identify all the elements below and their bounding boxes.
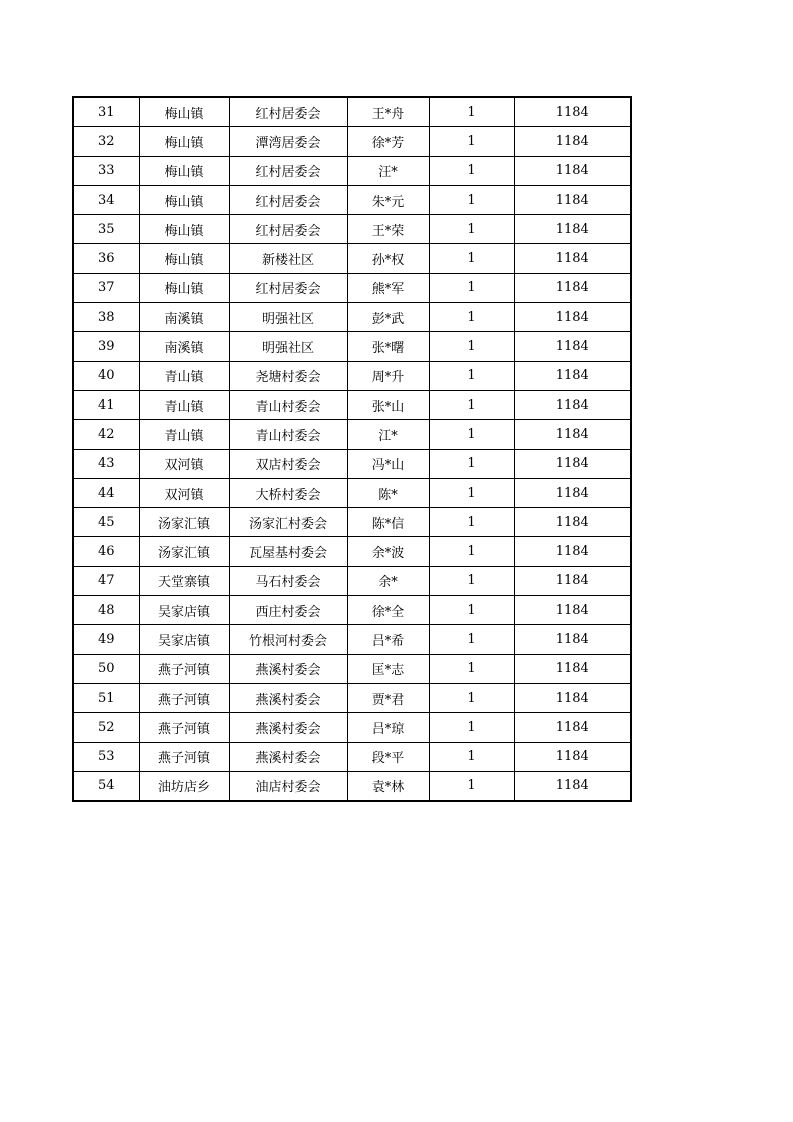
count-cell: 1 [429, 683, 514, 712]
town-cell: 梅山镇 [139, 244, 229, 273]
amount-cell: 1184 [514, 683, 631, 712]
village-cell: 瓦屋基村委会 [229, 537, 347, 566]
town-cell: 燕子河镇 [139, 742, 229, 771]
amount-cell: 1184 [514, 508, 631, 537]
village-cell: 燕溪村委会 [229, 713, 347, 742]
town-cell: 梅山镇 [139, 156, 229, 185]
town-cell: 汤家汇镇 [139, 508, 229, 537]
table-row [73, 390, 631, 419]
table-row [73, 215, 631, 244]
village-cell: 明强社区 [229, 332, 347, 361]
amount-cell: 1184 [514, 449, 631, 478]
town-cell: 吴家店镇 [139, 625, 229, 654]
amount-cell: 1184 [514, 566, 631, 595]
village-cell: 燕溪村委会 [229, 742, 347, 771]
village-cell: 油店村委会 [229, 771, 347, 801]
row-number-cell: 48 [73, 596, 139, 625]
amount-cell: 1184 [514, 537, 631, 566]
name-cell: 贾*君 [347, 683, 429, 712]
name-cell: 余*波 [347, 537, 429, 566]
row-number-cell: 34 [73, 185, 139, 214]
name-cell: 熊*军 [347, 273, 429, 302]
name-cell: 江* [347, 420, 429, 449]
name-cell: 彭*武 [347, 303, 429, 332]
table-row [73, 683, 631, 712]
row-number-cell: 33 [73, 156, 139, 185]
name-cell: 徐*全 [347, 596, 429, 625]
row-number-cell: 35 [73, 215, 139, 244]
table-row [73, 156, 631, 185]
count-cell: 1 [429, 361, 514, 390]
name-cell: 王*舟 [347, 97, 429, 127]
row-number-cell: 51 [73, 683, 139, 712]
name-cell: 孙*权 [347, 244, 429, 273]
table-row [73, 127, 631, 156]
count-cell: 1 [429, 537, 514, 566]
row-number-cell: 31 [73, 97, 139, 127]
table-row [73, 303, 631, 332]
village-cell: 青山村委会 [229, 390, 347, 419]
count-cell: 1 [429, 742, 514, 771]
count-cell: 1 [429, 156, 514, 185]
town-cell: 燕子河镇 [139, 654, 229, 683]
count-cell: 1 [429, 244, 514, 273]
count-cell: 1 [429, 97, 514, 127]
table-row [73, 771, 631, 801]
row-number-cell: 50 [73, 654, 139, 683]
amount-cell: 1184 [514, 361, 631, 390]
village-cell: 红村居委会 [229, 215, 347, 244]
town-cell: 梅山镇 [139, 185, 229, 214]
town-cell: 吴家店镇 [139, 596, 229, 625]
name-cell: 匡*志 [347, 654, 429, 683]
count-cell: 1 [429, 478, 514, 507]
count-cell: 1 [429, 127, 514, 156]
amount-cell: 1184 [514, 97, 631, 127]
name-cell: 汪* [347, 156, 429, 185]
table-row [73, 508, 631, 537]
amount-cell: 1184 [514, 215, 631, 244]
amount-cell: 1184 [514, 742, 631, 771]
village-cell: 红村居委会 [229, 185, 347, 214]
row-number-cell: 53 [73, 742, 139, 771]
amount-cell: 1184 [514, 625, 631, 654]
name-cell: 冯*山 [347, 449, 429, 478]
village-cell: 潭湾居委会 [229, 127, 347, 156]
town-cell: 天堂寨镇 [139, 566, 229, 595]
village-cell: 燕溪村委会 [229, 683, 347, 712]
count-cell: 1 [429, 596, 514, 625]
table-row [73, 332, 631, 361]
name-cell: 王*荣 [347, 215, 429, 244]
table-row [73, 185, 631, 214]
name-cell: 张*曙 [347, 332, 429, 361]
amount-cell: 1184 [514, 185, 631, 214]
amount-cell: 1184 [514, 156, 631, 185]
village-cell: 燕溪村委会 [229, 654, 347, 683]
village-cell: 大桥村委会 [229, 478, 347, 507]
name-cell: 袁*林 [347, 771, 429, 801]
row-number-cell: 47 [73, 566, 139, 595]
name-cell: 徐*芳 [347, 127, 429, 156]
count-cell: 1 [429, 625, 514, 654]
name-cell: 段*平 [347, 742, 429, 771]
count-cell: 1 [429, 390, 514, 419]
row-number-cell: 49 [73, 625, 139, 654]
count-cell: 1 [429, 508, 514, 537]
town-cell: 梅山镇 [139, 127, 229, 156]
row-number-cell: 41 [73, 390, 139, 419]
village-cell: 新楼社区 [229, 244, 347, 273]
village-cell: 尧塘村委会 [229, 361, 347, 390]
village-cell: 竹根河村委会 [229, 625, 347, 654]
row-number-cell: 32 [73, 127, 139, 156]
amount-cell: 1184 [514, 390, 631, 419]
row-number-cell: 42 [73, 420, 139, 449]
row-number-cell: 40 [73, 361, 139, 390]
town-cell: 青山镇 [139, 390, 229, 419]
town-cell: 青山镇 [139, 420, 229, 449]
table-row [73, 97, 631, 127]
count-cell: 1 [429, 566, 514, 595]
table-row [73, 361, 631, 390]
amount-cell: 1184 [514, 332, 631, 361]
row-number-cell: 37 [73, 273, 139, 302]
row-number-cell: 39 [73, 332, 139, 361]
town-cell: 双河镇 [139, 449, 229, 478]
amount-cell: 1184 [514, 273, 631, 302]
amount-cell: 1184 [514, 478, 631, 507]
count-cell: 1 [429, 713, 514, 742]
amount-cell: 1184 [514, 303, 631, 332]
town-cell: 梅山镇 [139, 97, 229, 127]
table-row [73, 625, 631, 654]
name-cell: 吕*琼 [347, 713, 429, 742]
row-number-cell: 54 [73, 771, 139, 801]
count-cell: 1 [429, 303, 514, 332]
town-cell: 南溪镇 [139, 303, 229, 332]
village-cell: 汤家汇村委会 [229, 508, 347, 537]
table-row [73, 566, 631, 595]
village-cell: 红村居委会 [229, 97, 347, 127]
amount-cell: 1184 [514, 771, 631, 801]
town-cell: 双河镇 [139, 478, 229, 507]
village-cell: 青山村委会 [229, 420, 347, 449]
village-cell: 西庄村委会 [229, 596, 347, 625]
table-row [73, 596, 631, 625]
table-row [73, 478, 631, 507]
amount-cell: 1184 [514, 244, 631, 273]
amount-cell: 1184 [514, 713, 631, 742]
name-cell: 陈* [347, 478, 429, 507]
town-cell: 汤家汇镇 [139, 537, 229, 566]
row-number-cell: 45 [73, 508, 139, 537]
town-cell: 梅山镇 [139, 273, 229, 302]
town-cell: 燕子河镇 [139, 713, 229, 742]
count-cell: 1 [429, 771, 514, 801]
table-row [73, 449, 631, 478]
town-cell: 青山镇 [139, 361, 229, 390]
amount-cell: 1184 [514, 654, 631, 683]
village-cell: 马石村委会 [229, 566, 347, 595]
name-cell: 朱*元 [347, 185, 429, 214]
table-body [73, 97, 631, 801]
count-cell: 1 [429, 332, 514, 361]
data-table [72, 96, 632, 802]
amount-cell: 1184 [514, 127, 631, 156]
row-number-cell: 44 [73, 478, 139, 507]
row-number-cell: 46 [73, 537, 139, 566]
amount-cell: 1184 [514, 596, 631, 625]
row-number-cell: 36 [73, 244, 139, 273]
village-cell: 红村居委会 [229, 156, 347, 185]
village-cell: 红村居委会 [229, 273, 347, 302]
table-row [73, 273, 631, 302]
count-cell: 1 [429, 273, 514, 302]
name-cell: 张*山 [347, 390, 429, 419]
table-row [73, 654, 631, 683]
row-number-cell: 38 [73, 303, 139, 332]
table-row [73, 420, 631, 449]
count-cell: 1 [429, 449, 514, 478]
town-cell: 燕子河镇 [139, 683, 229, 712]
row-number-cell: 52 [73, 713, 139, 742]
count-cell: 1 [429, 215, 514, 244]
table-row [73, 537, 631, 566]
amount-cell: 1184 [514, 420, 631, 449]
name-cell: 吕*希 [347, 625, 429, 654]
count-cell: 1 [429, 420, 514, 449]
table-row [73, 244, 631, 273]
row-number-cell: 43 [73, 449, 139, 478]
village-cell: 双店村委会 [229, 449, 347, 478]
count-cell: 1 [429, 185, 514, 214]
name-cell: 周*升 [347, 361, 429, 390]
town-cell: 梅山镇 [139, 215, 229, 244]
name-cell: 余* [347, 566, 429, 595]
village-cell: 明强社区 [229, 303, 347, 332]
table-row [73, 713, 631, 742]
town-cell: 南溪镇 [139, 332, 229, 361]
name-cell: 陈*信 [347, 508, 429, 537]
table-row [73, 742, 631, 771]
count-cell: 1 [429, 654, 514, 683]
town-cell: 油坊店乡 [139, 771, 229, 801]
